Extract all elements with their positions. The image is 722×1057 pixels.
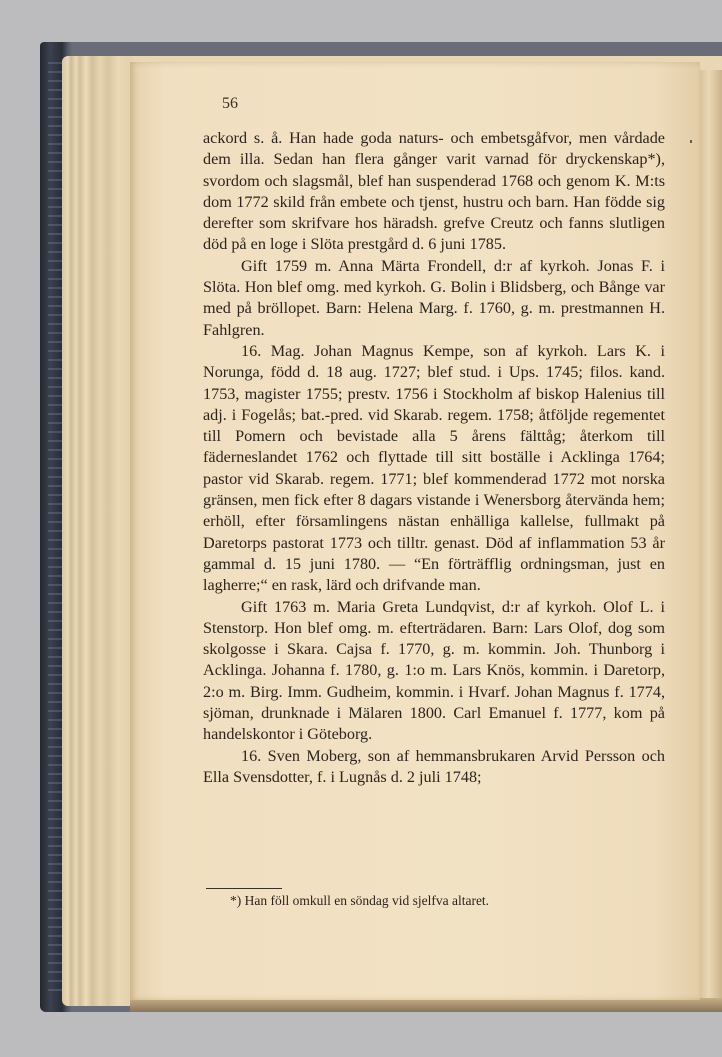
page-number: 56 [222, 95, 238, 112]
paragraph-4: Gift 1763 m. Maria Greta Lundqvist, d:r af kyrkoh. Olof L. i Stenstorp. Hon blef omg. m. efterträdaren. Barn: Lars Olof, dog som skolgosse i Skara. Cajsa f. 1770, g. m. kommin. Joh. Thunborg i Acklinga. Johanna f. 1780, g. 1:o m. Lars Knös, kommin. i Daretorp, 2:o m. Birg. Imm. Gudheim, kommin. i Hvarf. Johan Magnus f. 1774, sjöman, drunknade i Mälaren 1800. Carl Emanuel f. 1777, kom på handelskontor i Göteborg. [203, 597, 665, 744]
paragraph-2: Gift 1759 m. Anna Märta Frondell, d:r af kyrkoh. Jonas F. i Slöta. Hon blef omg. med kyrkoh. G. Bolin i Blidsberg, och Bånge var med på bröllopet. Barn: Helena Marg. f. 1760, g. m. prestmannen H. Fahlgren. [203, 256, 665, 339]
footnote-rule [206, 888, 282, 889]
footnote: *) Han föll omkull en söndag vid sjelfva altaret. [230, 893, 490, 908]
paragraph-1: ackord s. å. Han hade goda naturs- och embetsgåfvor, men vårdade dem illa. Sedan han flera gånger varit varnad för dryckenskap*), svordom och slagsmål, blef han suspenderad 1768 och genom K. M:ts dom 1772 skild från embete och tjenst, hustru och barn. Han födde sig derefter som skrifvare hos häradsh. grefve Creutz och fanns slutligen död på en loge i Slöta prestgård d. 6 juni 1785. [203, 129, 665, 254]
paragraph-5: 16. Sven Moberg, son af hemmansbrukaren Arvid Persson och Ella Svensdotter, f. i Lugnås d. 2 juli 1748; [203, 746, 665, 786]
page-text [203, 128, 665, 788]
ink-mark [690, 140, 692, 143]
bottom-page-edge [130, 998, 722, 1012]
cover-texture [48, 62, 62, 992]
paragraph-3: 16. Mag. Johan Magnus Kempe, son af kyrkoh. Lars K. i Norunga, född d. 18 aug. 1727; blef stud. i Ups. 1745; filos. kand. 1753, magister 1755; prestv. 1756 i Stockholm af biskop Halenius till adj. i Fogelås; bat.-pred. vid Skarab. regem. 1758; åtföljde regementet till Pomern och bevistade alla 5 årens fälttåg; återkom till fäderneslandet 1762 och flyttade till sitt boställe i Acklinga 1764; pastor vid Skarab. regem. 1771; blef kommenderad 1772 mot norska gränsen, men fick efter 8 dagars vistande i Wenersborg återvända hem; erhöll, efter församlingens nästan enhälliga kallelse, fullmakt på Daretorps pastorat 1773 och tilltr. genast. Död af inflammation 53 år gammal d. 15 juni 1780. — “En förträfflig ordningsman, just en lagherre;“ en rask, lärd och drifvande man. [203, 341, 665, 595]
right-page-edge [700, 70, 722, 1000]
